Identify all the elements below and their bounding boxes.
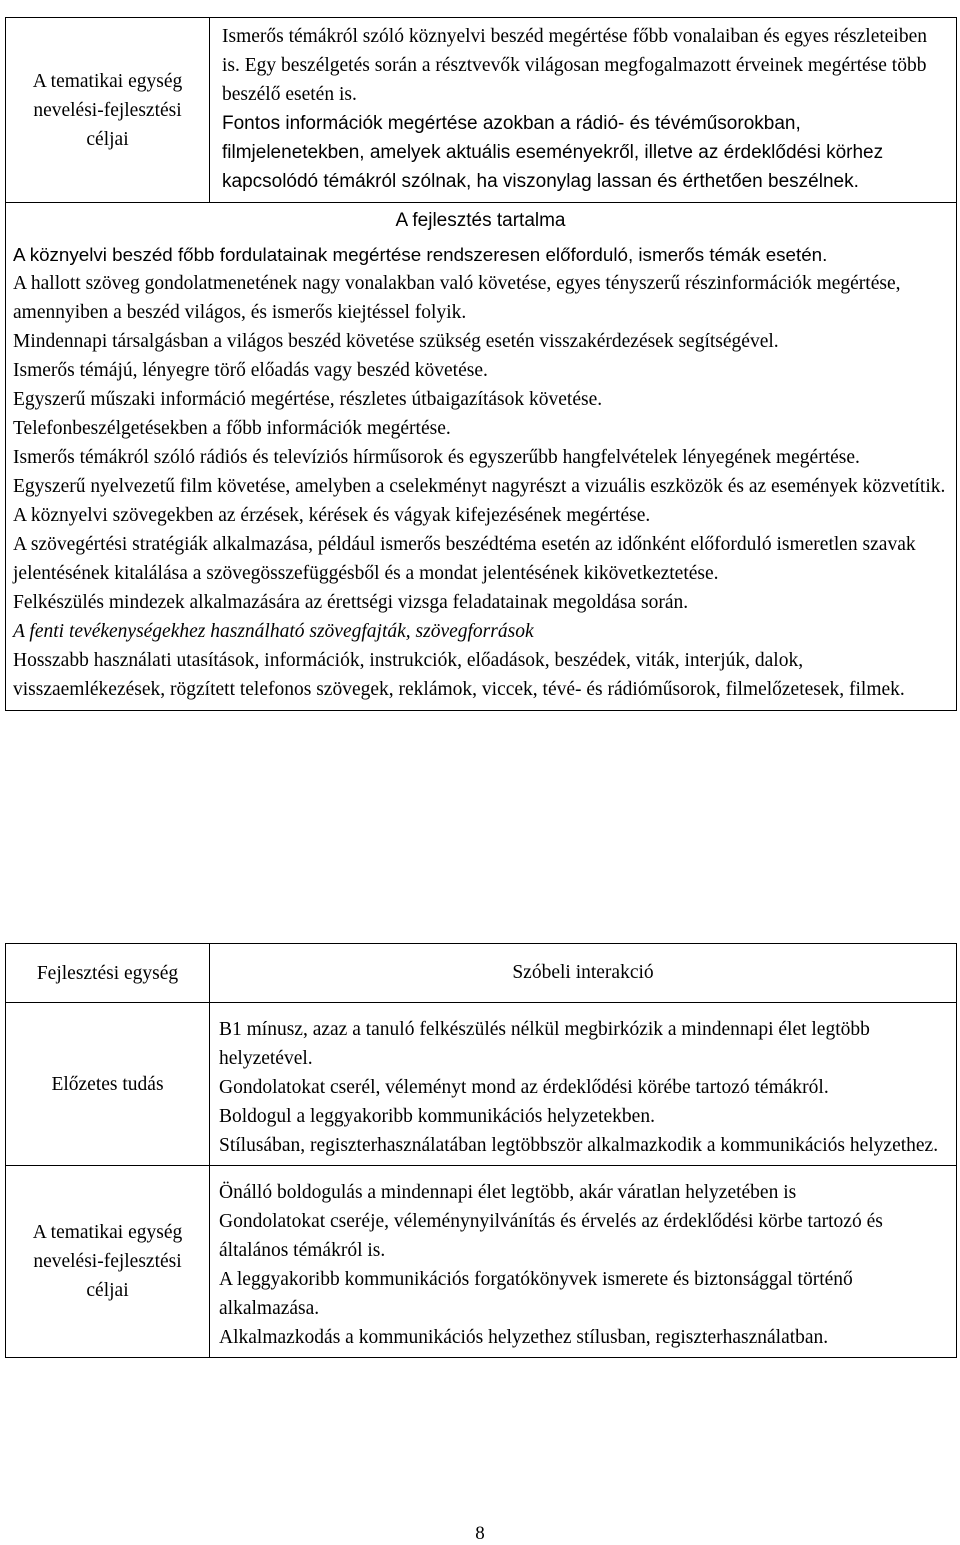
header-col1-text: Fejlesztési egység (36, 962, 179, 984)
goals2-line: Gondolatokat cseréje, véleménynyilvánítás és érvelés az érdeklődési körbe tartozó és általános témákról is. (219, 1211, 883, 1261)
prior-knowledge-label-cell (6, 1003, 210, 1166)
content-line: A köznyelvi szövegekben az érzések, kérések és vágyak kifejezésének megértése. (13, 505, 651, 526)
content-cell (6, 203, 957, 711)
goals2-line: Alkalmazkodás a kommunikációs helyzethez stílusban, regiszterhasználatban. (219, 1327, 829, 1348)
goals2-cell (210, 1166, 957, 1358)
goals-paragraph-sans: Fontos információk megértése azokban a rádió- és tévéműsorokban, filmjelenetekben, amelyek aktuális eseményekről, illetve az érdeklődési körhez kapcsolódó témákról szólnak, ha viszonylag lassan és érthetően beszélnek. (222, 113, 884, 192)
content-heading: A fejlesztés tartalma (395, 210, 566, 231)
goals2-label: A tematikai egység nevelési-fejlesztési céljai (32, 1222, 183, 1301)
goals2-line: A leggyakoribb kommunikációs forgatókönyvek ismerete és biztonsággal történő alkalmazása. (219, 1269, 853, 1319)
content-line: A hallott szöveg gondolatmenetének nagy vonalakban való követése, egyes tényszerű részinformációk megértése, amennyiben a beszéd világos, és ismerős kiejtéssel folyik. (13, 273, 901, 323)
header-col2 (210, 944, 957, 1003)
prior-knowledge-cell (210, 1003, 957, 1166)
goals-paragraph: Ismerős témákról szóló köznyelvi beszéd megértése főbb vonalaiban és egyes részleteiben is. Egy beszélgetés során a résztvevők világosan megfogalmazott érveinek megértése több beszélő esetén is. (222, 26, 927, 105)
prior-knowledge-label: Előzetes tudás (51, 1073, 164, 1095)
content-line: Egyszerű nyelvezetű film követése, amelyben a cselekményt nagyrészt a vizuális eszközök és az események közvetítik. (13, 476, 946, 497)
sources-text: Hosszabb használati utasítások, információk, instrukciók, előadások, beszédek, viták, interjúk, dalok, visszaemlékezések, rögzített telefonos szövegek, reklámok, viccek, tévé- és rádióműsorok, filmelőzetesek, filmek. (13, 650, 905, 700)
goals2-label-cell (6, 1166, 210, 1358)
sources-heading: A fenti tevékenységekhez használható szövegfajták, szövegforrások (13, 621, 534, 642)
content-line: Egyszerű műszaki információ megértése, részletes útbaigazítások követése. (13, 389, 603, 410)
content-line: Telefonbeszélgetésekben a főbb információk megértése. (13, 418, 451, 439)
content-line: A köznyelvi beszéd főbb fordulatainak megértése rendszeresen előforduló, ismerős témák esetén. (13, 244, 828, 265)
header-col1 (6, 944, 210, 1003)
header-col2-text: Szóbeli interakció (512, 962, 654, 983)
prior-line: Boldogul a leggyakoribb kommunikációs helyzetekben. (219, 1106, 655, 1127)
goals2-line: Önálló boldogulás a mindennapi élet legtöbb, akár váratlan helyzetében is (219, 1182, 797, 1203)
goals-cell (210, 18, 957, 203)
interaction-table (5, 943, 957, 1358)
content-line: Mindennapi társalgásban a világos beszéd követése szükség esetén visszakérdezések segítségével. (13, 331, 779, 352)
prior-line: B1 mínusz, azaz a tanuló felkészülés nélkül megbirkózik a mindennapi élet legtöbb helyzetével. (219, 1019, 870, 1069)
page-number: 8 (475, 1523, 485, 1544)
prior-line: Gondolatokat cserél, véleményt mond az érdeklődési körébe tartozó témákról. (219, 1077, 829, 1098)
content-line: Felkészülés mindezek alkalmazására az érettségi vizsga feladatainak megoldása során. (13, 592, 689, 613)
content-line: Ismerős témákról szóló rádiós és televíziós hírműsorok és egyszerűbb hangfelvételek lényegének megértése. (13, 447, 860, 468)
prior-line: Stílusában, regiszterhasználatában legtöbbször alkalmazkodik a kommunikációs helyzethez. (219, 1135, 939, 1156)
content-line: Ismerős témájú, lényegre törő előadás vagy beszéd követése. (13, 360, 488, 381)
goals-table (5, 17, 957, 711)
goals-label: A tematikai egység nevelési-fejlesztési céljai (32, 70, 183, 150)
goals-label-cell (6, 18, 210, 203)
content-line: A szövegértési stratégiák alkalmazása, például ismerős beszédtéma esetén az időnként előforduló ismeretlen szavak jelentésének kitalálása a szövegösszefüggésből és a mondat jelentésének kikövetkeztetése. (13, 534, 916, 584)
